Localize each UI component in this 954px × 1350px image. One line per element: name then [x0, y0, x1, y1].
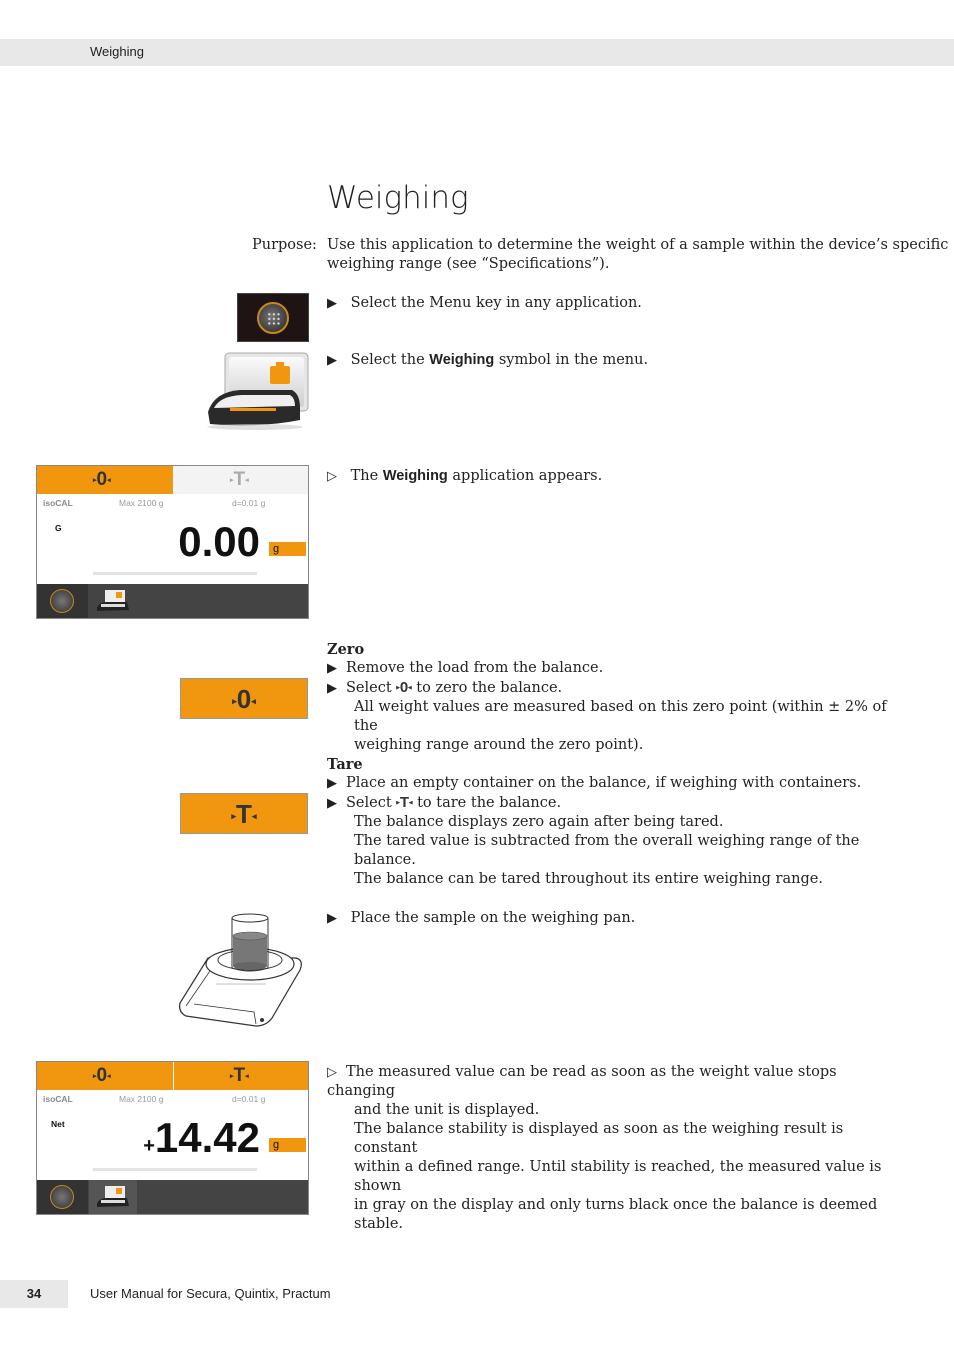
- menu-dial-icon: [50, 1185, 74, 1209]
- purpose-line-2: weighing range (see “Specifications”).: [327, 256, 610, 272]
- sign: +: [143, 1135, 155, 1157]
- screen-menu-button[interactable]: [37, 584, 88, 618]
- measured-line-1: ▷ The measured value can be read as soon as the weight value stops changing: [327, 1064, 837, 1099]
- tare-button[interactable]: ▸T◂: [180, 793, 308, 834]
- filled-arrow-icon: ▶: [327, 661, 337, 676]
- arrow-right-icon: ▸: [396, 799, 400, 807]
- weighing-app-icon: [89, 584, 137, 618]
- zero-step-1: ▶ Remove the load from the balance.: [327, 660, 604, 676]
- step-app-appears: ▷ The Weighing application appears.: [327, 468, 603, 484]
- arrow-left-icon: ◂: [245, 476, 249, 484]
- arrow-left-icon: ◂: [107, 476, 111, 484]
- capacity-bar: [93, 1168, 257, 1171]
- screen-tare-button[interactable]: ▸T◂: [174, 466, 308, 494]
- zero-note-line-1: All weight values are measured based on this zero point (within ± 2% of the: [354, 699, 887, 734]
- purpose-label: Purpose:: [252, 237, 317, 253]
- screen-weighing-app-button[interactable]: [89, 1180, 137, 1214]
- measured-line-5: in gray on the display and only turns black once the balance is deemed stable.: [354, 1197, 878, 1232]
- isocal-label: isoCAL: [43, 498, 73, 508]
- hollow-arrow-icon: ▷: [327, 1065, 337, 1080]
- gross-indicator: G: [55, 523, 62, 533]
- header-section-label: Weighing: [90, 44, 144, 59]
- arrow-right-icon: ▸: [93, 476, 97, 484]
- capacity-bar: [93, 572, 257, 575]
- tare-line-2: The tared value is subtracted from the overall weighing range of the balance.: [354, 833, 860, 868]
- arrow-right-icon: ▸: [93, 1072, 97, 1080]
- weighing-screen-net: [36, 1061, 309, 1215]
- zero-key-icon: 0: [399, 679, 409, 696]
- zero-step-2: ▶ Select ▸0◂ to zero the balance.: [327, 679, 563, 696]
- step-weighing-symbol: ▶ Select the Weighing symbol in the menu.: [327, 352, 649, 368]
- weighing-app-icon: [89, 1180, 137, 1214]
- weight-value: 0.00: [178, 518, 260, 565]
- isocal-label: isoCAL: [43, 1094, 73, 1104]
- filled-arrow-icon: ▶: [327, 911, 337, 926]
- zero-button[interactable]: ▸0◂: [180, 678, 308, 719]
- weighing-symbol-image: [200, 350, 310, 430]
- tare-section: [327, 755, 907, 889]
- tare-step-2: ▶ Select ▸T◂ to tare the balance.: [327, 794, 562, 811]
- screen-menu-button[interactable]: [37, 1180, 88, 1214]
- menu-key-image: [237, 293, 309, 342]
- arrow-right-icon: ▸: [232, 696, 237, 707]
- measured-line-3: The balance stability is displayed as soon as the weighing result is constant: [354, 1121, 844, 1156]
- footer-manual-title: User Manual for Secura, Quintix, Practum: [90, 1286, 331, 1301]
- balance-with-sample-image: [176, 908, 306, 1036]
- measured-line-4: within a defined range. Until stability is reached, the measured value is shown: [354, 1159, 882, 1194]
- arrow-left-icon: ◂: [245, 1072, 249, 1080]
- screen-zero-button[interactable]: ▸0◂: [37, 466, 173, 494]
- zero-note-line-2: weighing range around the zero point).: [354, 737, 644, 753]
- weight-value: +14.42: [143, 1114, 260, 1161]
- measured-line-2: and the unit is displayed.: [354, 1102, 540, 1118]
- arrow-right-icon: ▸: [230, 1072, 234, 1080]
- arrow-right-icon: ▸: [231, 811, 237, 822]
- screen-footer: [37, 1180, 308, 1214]
- filled-arrow-icon: ▶: [327, 776, 337, 791]
- filled-arrow-icon: ▶: [327, 353, 337, 368]
- filled-arrow-icon: ▶: [327, 296, 337, 311]
- readability-label: d=0.01 g: [232, 498, 266, 508]
- measured-value-info: [327, 1063, 907, 1234]
- filled-arrow-icon: ▶: [327, 681, 337, 696]
- screen-weighing-app-button[interactable]: [89, 584, 137, 618]
- tare-line-3: The balance can be tared throughout its entire weighing range.: [354, 871, 823, 887]
- screen-tare-button[interactable]: ▸T◂: [174, 1062, 308, 1090]
- zero-section: [327, 640, 887, 755]
- tare-heading: Tare: [327, 756, 363, 773]
- readability-label: d=0.01 g: [232, 1094, 266, 1104]
- screen-footer: [37, 584, 308, 618]
- hollow-arrow-icon: ▷: [327, 469, 337, 484]
- weighing-screen-zero: [36, 465, 309, 619]
- step-place-sample: ▶ Place the sample on the weighing pan.: [327, 910, 636, 926]
- tare-key-icon: T: [399, 794, 409, 811]
- page-title: Weighing: [327, 180, 469, 216]
- filled-arrow-icon: ▶: [327, 796, 337, 811]
- net-indicator: Net: [51, 1119, 65, 1129]
- step-menu-key: ▶ Select the Menu key in any application.: [327, 295, 642, 311]
- tare-line-1: The balance displays zero again after being tared.: [354, 814, 724, 830]
- screen-zero-button[interactable]: ▸0◂: [37, 1062, 173, 1090]
- arrow-left-icon: ◂: [251, 696, 256, 707]
- purpose-line-1: Use this application to determine the weight of a sample within the device’s specific: [327, 237, 949, 253]
- menu-dial-icon: [257, 302, 289, 334]
- arrow-right-icon: ▸: [230, 476, 234, 484]
- page-number: 34: [0, 1280, 68, 1308]
- arrow-left-icon: ◂: [408, 684, 412, 692]
- max-capacity-label: Max 2100 g: [119, 1094, 164, 1104]
- max-capacity-label: Max 2100 g: [119, 498, 164, 508]
- tare-step-1: ▶ Place an empty container on the balance, if weighing with containers.: [327, 775, 862, 791]
- arrow-left-icon: ◂: [251, 811, 257, 822]
- arrow-left-icon: ◂: [408, 799, 413, 807]
- arrow-right-icon: ▸: [396, 684, 400, 692]
- purpose-text: [327, 236, 948, 274]
- unit-badge: g: [269, 542, 306, 556]
- unit-badge: g: [269, 1138, 306, 1152]
- menu-dial-icon: [50, 589, 74, 613]
- zero-heading: Zero: [327, 641, 365, 658]
- arrow-left-icon: ◂: [107, 1072, 111, 1080]
